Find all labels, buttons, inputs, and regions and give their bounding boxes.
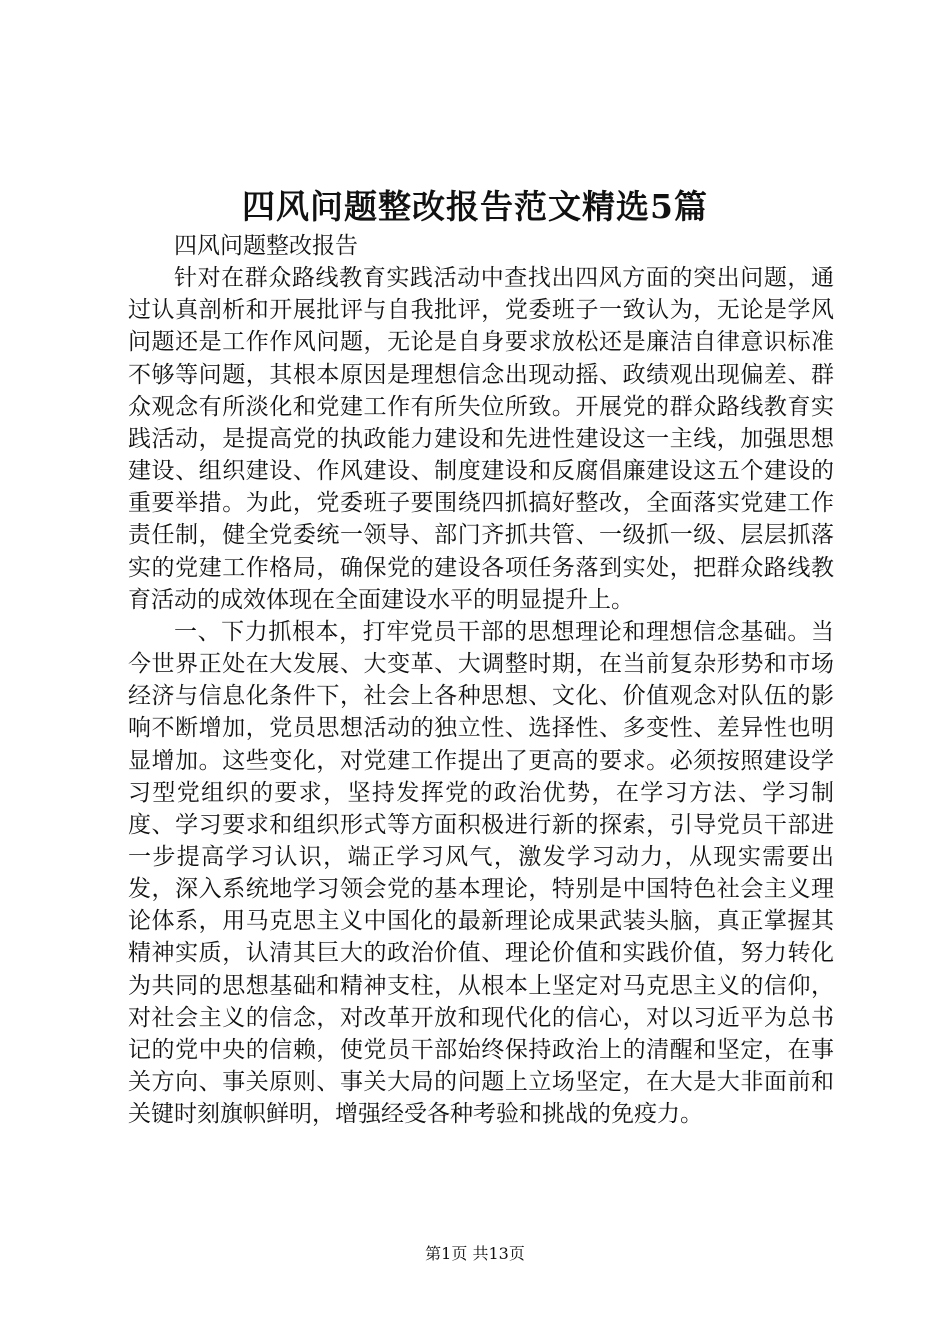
body-paragraph: 一、下力抓根本，打牢党员干部的思想理论和理想信念基础。当今世界正处在大发展、大变革、大调整时期，在当前复杂形势和市场经济与信息化条件下，社会上各种思想、文化、价值观念对队伍的影响不断增加，党员思想活动的独立性、选择性、多变性、差异性也明显增加。这些变化，对党建工作提出了更高的要求。必须按照建设学习型党组织的要求，坚持发挥党的政治优势，在学习方法、学习制度、学习要求和组织形式等方面积极进行新的探索，引导党员干部进一步提高学习认识，端正学习风气，激发学习动力，从现实需要出发，深入系统地学习领会党的基本理论，特别是中国特色社会主义理论体系，用马克思主义中国化的最新理论成果武装头脑，真正掌握其精神实质，认清其巨大的政治价值、理论价值和实践价值，努力转化为共同的思想基础和精神支柱，从根本上坚定对马克思主义的信仰，对社会主义的信念，对改革开放和现代化的信心，对以习近平为总书记的党中央的信赖，使党员干部始终保持政治上的清醒和坚定，在事关方向、事关原则、事关大局的问题上立场坚定，在大是大非面前和关键时刻旗帜鲜明，增强经受各种考验和挑战的免疫力。	[128, 618, 834, 1128]
body-paragraph: 针对在群众路线教育实践活动中查找出四风方面的突出问题，通过认真剖析和开展批评与自我批评，党委班子一致认为，无论是学风问题还是工作作风问题，无论是自身要求放松还是廉洁自律意识标准不够等问题，其根本原因是理想信念出现动摇、政绩观出现偏差、群众观念有所淡化和党建工作有所失位所致。开展党的群众路线教育实践活动，是提高党的执政能力建设和先进性建设这一主线，加强思想建设、组织建设、作风建设、制度建设和反腐倡廉建设这五个建设的重要举措。为此，党委班子要围绕四抓搞好整改，全面落实党建工作责任制，健全党委统一领导、部门齐抓共管、一级抓一级、层层抓落实的党建工作格局，确保党的建设各项任务落到实处，把群众路线教育活动的成效体现在全面建设水平的明显提升上。	[128, 265, 834, 613]
page-total: 共13页	[472, 1244, 525, 1263]
section-subheading: 四风问题整改报告	[174, 233, 358, 259]
document-title: 四风问题整改报告范文精选5篇	[242, 187, 708, 226]
page-number: 第1页	[425, 1244, 468, 1263]
page-footer	[0, 1242, 950, 1266]
document-body	[128, 230, 834, 1130]
